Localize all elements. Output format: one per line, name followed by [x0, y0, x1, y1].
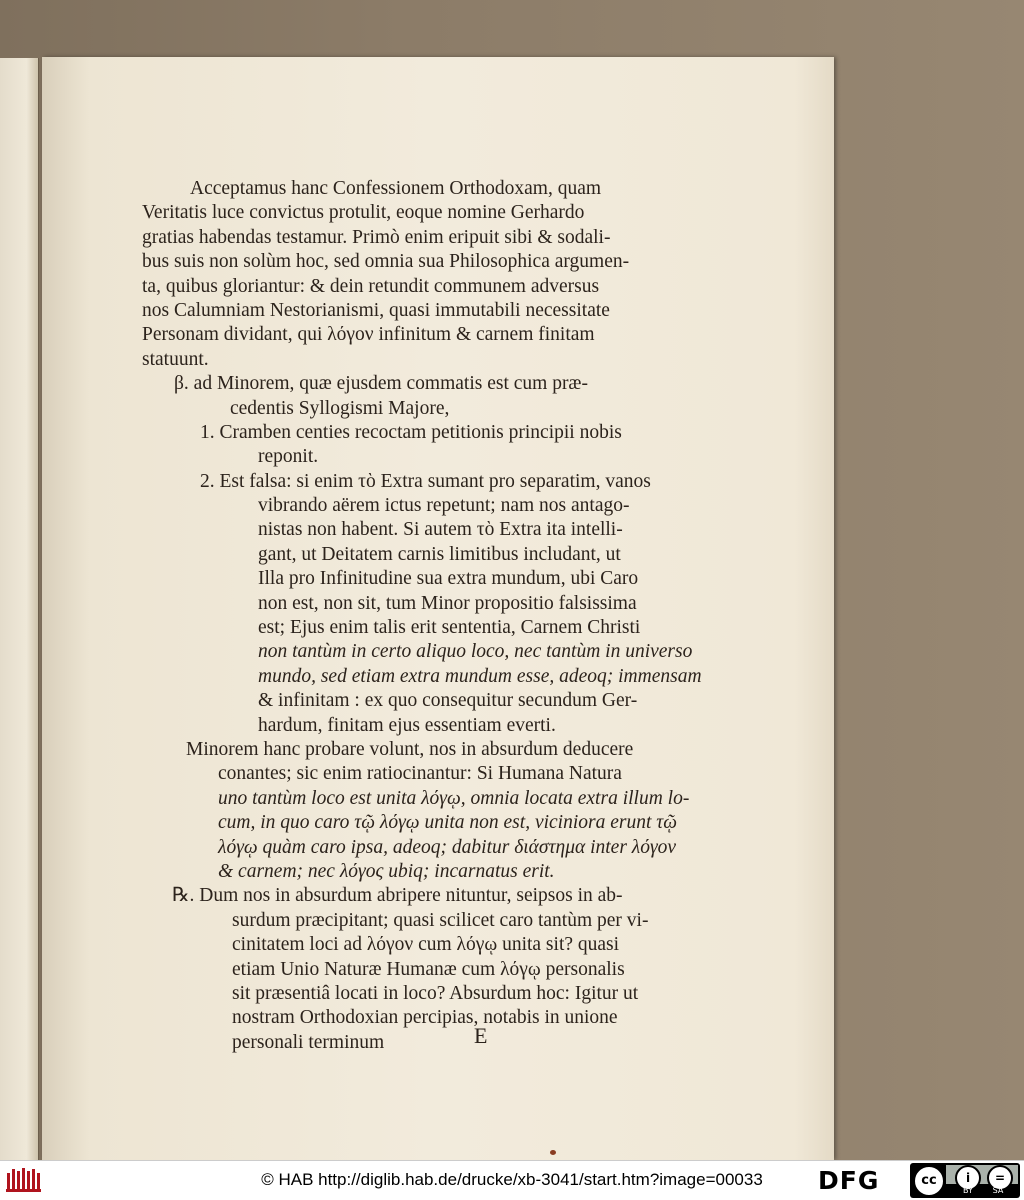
ink-spot: [550, 1150, 556, 1155]
text-line: Minorem hanc probare volunt, nos in absurdum deducere: [186, 738, 634, 760]
page-text-block: [142, 177, 702, 1055]
text-line: bus suis non solùm hoc, sed omnia sua Philosophica argumen-: [142, 251, 630, 273]
sharealike-icon: =: [987, 1165, 1013, 1191]
text-line: nos Calumniam Nestorianismi, quasi immutabili necessitate: [142, 299, 610, 321]
text-line: nostram Orthodoxian percipias, notabis in unione: [232, 1007, 618, 1029]
text-line: gratias habendas testamur. Primò enim eripuit sibi & sodali-: [142, 226, 611, 248]
text-line: reponit.: [258, 446, 319, 468]
text-line: Illa pro Infinitudine sua extra mundum, ubi Caro: [258, 568, 639, 590]
text-line: nistas non habent. Si autem τὸ Extra ita intelli-: [258, 519, 623, 541]
book-page: [42, 57, 834, 1160]
text-line: 1. Cramben centies recoctam petitionis principii nobis: [200, 421, 622, 443]
text-line: λόγῳ quàm caro ipsa, adeoq; dabitur διάστημα inter λόγον: [218, 836, 677, 858]
sa-label: SA: [992, 1186, 1004, 1195]
text-line: non est, non sit, tum Minor propositio falsissima: [258, 592, 637, 614]
page-signature: E: [474, 1023, 488, 1048]
text-line: uno tantùm loco est unita λόγῳ, omnia locata extra illum lo-: [218, 787, 690, 809]
dfg-logo: DFG: [818, 1166, 880, 1195]
cc-license-badge[interactable]: [910, 1163, 1020, 1198]
left-page-edge: [0, 58, 39, 1160]
text-line: ta, quibus gloriantur: & dein retundit communem adversus: [142, 275, 600, 297]
text-line: β. ad Minorem, quæ ejusdem commatis est cum præ-: [174, 373, 588, 395]
text-line: cum, in quo caro τῷ λόγῳ unita non est, viciniora erunt τῷ: [218, 812, 678, 834]
by-attribution-icon: i: [955, 1165, 981, 1191]
cc-icon: cc: [913, 1165, 945, 1197]
text-line: etiam Unio Naturæ Humanæ cum λόγῳ personalis: [232, 958, 625, 980]
copyright-link[interactable]: © HAB http://diglib.hab.de/drucke/xb-3041/start.htm?image=00033: [261, 1170, 763, 1189]
text-line: conantes; sic enim ratiocinantur: Si Humana Natura: [218, 763, 622, 785]
text-line: surdum præcipitant; quasi scilicet caro tantùm per vi-: [232, 909, 649, 931]
by-label: BY: [963, 1186, 973, 1195]
text-line: Acceptamus hanc Confessionem Orthodoxam, quam: [190, 178, 602, 199]
text-line: vibrando aërem ictus repetunt; nam nos antago-: [258, 495, 630, 517]
text-line: Veritatis luce convictus protulit, eoque nomine Gerhardo: [142, 202, 585, 224]
text-line: cinitatem loci ad λόγον cum λόγῳ unita sit? quasi: [232, 934, 620, 956]
text-line: hardum, finitam ejus essentiam everti.: [258, 714, 556, 736]
viewer-footer: [0, 1160, 1024, 1200]
text-line: est; Ejus enim talis erit sententia, Carnem Christi: [258, 617, 641, 639]
text-line: sit præsentiâ locati in loco? Absurdum hoc: Igitur ut: [232, 982, 639, 1004]
text-line: 2. Est falsa: si enim τὸ Extra sumant pro separatim, vanos: [200, 470, 651, 492]
text-line: gant, ut Deitatem carnis limitibus includant, ut: [258, 543, 621, 565]
text-line: statuunt.: [142, 348, 209, 370]
text-line: mundo, sed etiam extra mundum esse, adeoq; immensam: [258, 665, 702, 687]
text-line: cedentis Syllogismi Majore,: [230, 397, 450, 419]
text-line: personali terminum: [232, 1031, 385, 1053]
text-line: ℞. Dum nos in absurdum abripere nituntur, seipsos in ab-: [172, 885, 623, 907]
text-line: & infinitam : ex quo consequitur secundum Ger-: [258, 690, 638, 712]
text-line: & carnem; nec λόγος ubiq; incarnatus erit.: [218, 860, 555, 882]
text-line: non tantùm in certo aliquo loco, nec tantùm in universo: [258, 641, 693, 663]
text-line: Personam dividant, qui λόγον infinitum & carnem finitam: [142, 324, 595, 346]
